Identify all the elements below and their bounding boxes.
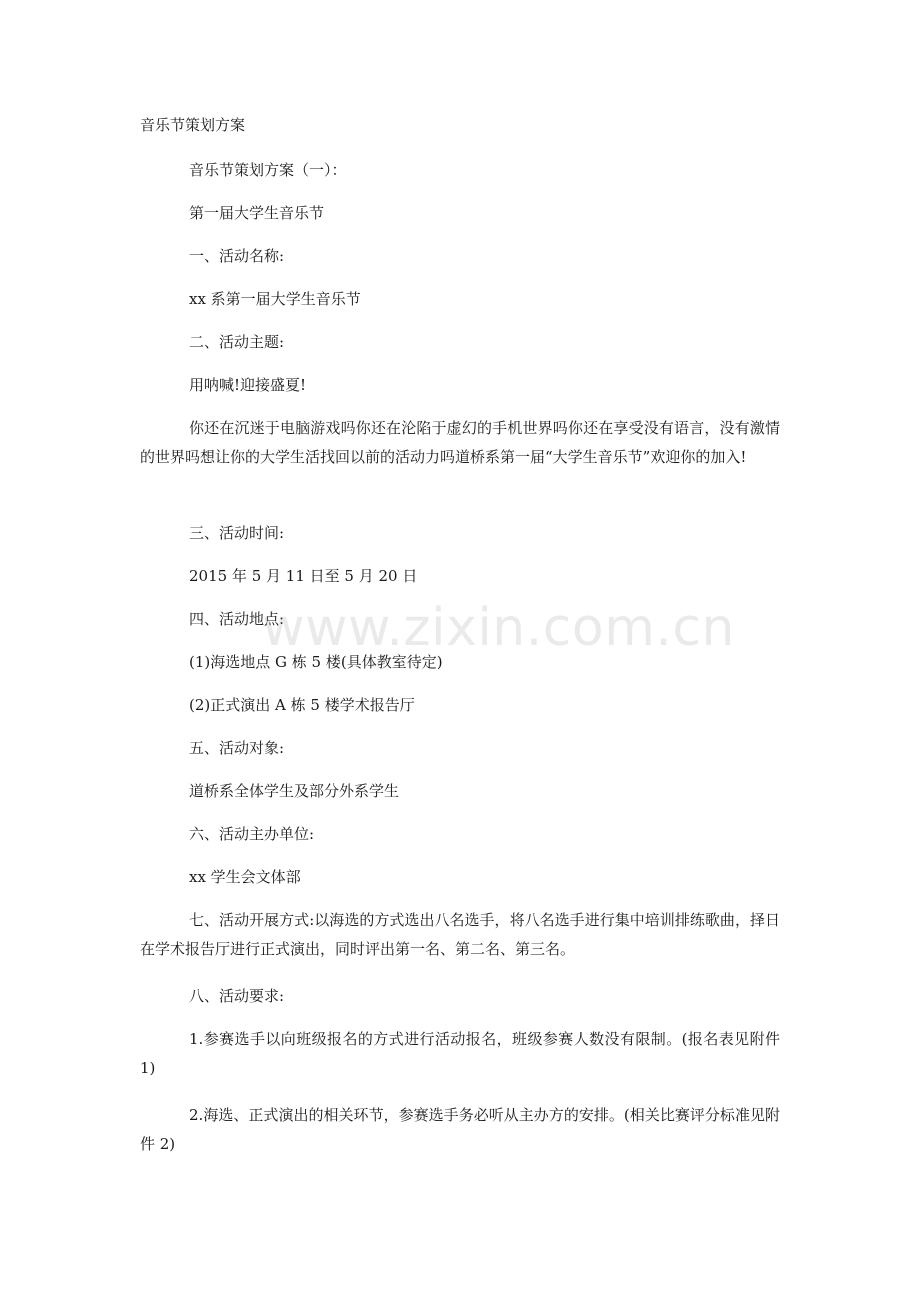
paragraph-activity-time: 2015 年 5 月 11 日至 5 月 20 日 <box>189 567 418 585</box>
section-heading-activity-time: 三、活动时间: <box>189 524 285 542</box>
section-heading-activity-requirements: 八、活动要求: <box>189 987 285 1005</box>
paragraph-activity-audience: 道桥系全体学生及部分外系学生 <box>189 782 400 800</box>
section-heading-activity-location: 四、活动地点: <box>189 610 285 628</box>
paragraph-event-name-heading: 第一届大学生音乐节 <box>189 204 325 222</box>
paragraph-theme-description: 你还在沉迷于电脑游戏吗你还在沦陷于虚幻的手机世界吗你还在享受没有语言，没有激情的世界吗想让你的大学生活找回以前的活动力吗道桥系第一届“大学生音乐节”欢迎你的加入! <box>140 419 780 466</box>
paragraph-requirement-1: 1.参赛选手以向班级报名的方式进行活动报名，班级参赛人数没有限制。(报名表见附件 1) <box>140 1030 780 1077</box>
paragraph-activity-name: xx 系第一届大学生音乐节 <box>189 290 361 308</box>
section-heading-organizer: 六、活动主办单位: <box>189 825 315 843</box>
paragraph-activity-theme: 用呐喊!迎接盛夏! <box>189 376 307 394</box>
document-title: 音乐节策划方案 <box>140 116 246 134</box>
paragraph-organizer: xx 学生会文体部 <box>189 868 301 886</box>
paragraph-location-audition: (1)海选地点 G 栋 5 楼(具体教室待定) <box>189 653 443 671</box>
watermark: www.zixin.com.cn <box>262 598 735 658</box>
section-heading-activity-theme: 二、活动主题: <box>189 333 285 351</box>
paragraph-activity-method: 七、活动开展方式:以海选的方式选出八名选手，将八名选手进行集中培训排练歌曲，择日在学术报告厅进行正式演出，同时评出第一名、第二名、第三名。 <box>140 911 780 958</box>
paragraph-subtitle: 音乐节策划方案（一）： <box>189 161 347 179</box>
paragraph-location-performance: (2)正式演出 A 栋 5 楼学术报告厅 <box>189 696 415 714</box>
section-heading-activity-name: 一、活动名称: <box>189 247 285 265</box>
section-heading-activity-audience: 五、活动对象: <box>189 739 285 757</box>
paragraph-requirement-2: 2.海选、正式演出的相关环节，参赛选手务必听从主办方的安排。(相关比赛评分标准见附件 2) <box>140 1106 780 1153</box>
